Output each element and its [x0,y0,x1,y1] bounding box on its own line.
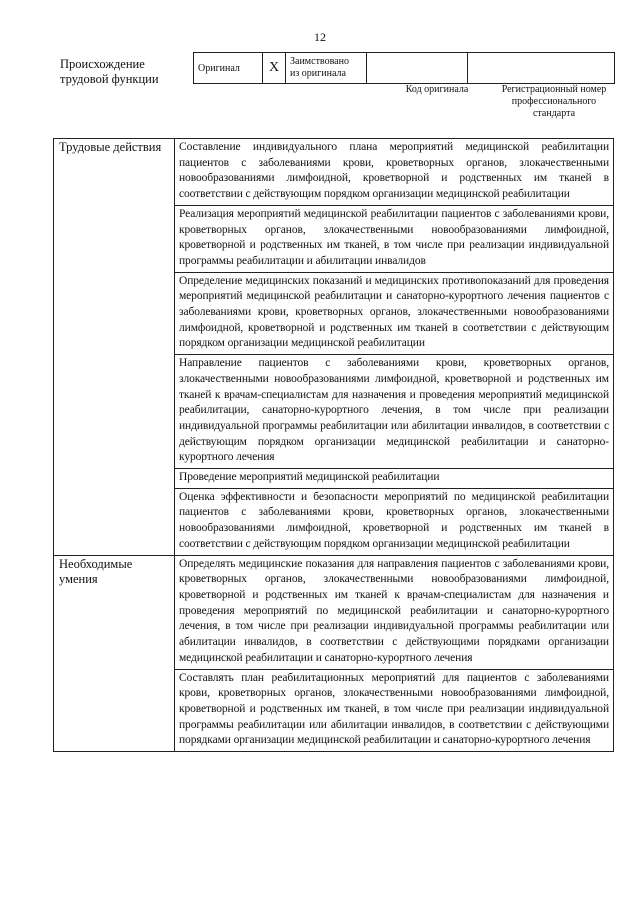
reg-caption-line2: профессионального [511,96,597,107]
labor-action-item: Составление индивидуального плана мероприятий медицинской реабилитации пациентов с заболеваниями крови, кроветворных органов, злокачественными новообразованиями лимфоидной, кроветворной и родственных им тканей в соответствии с действующим порядком организации медицинской реабилитации [175,139,614,206]
code-original-caption: Код оригинала [405,84,469,95]
page-number: 12 [314,30,326,44]
reg-caption-line1: Регистрационный номер [501,84,607,95]
original-cell: Оригинал [194,53,263,84]
borrowed-line2: из оригинала [290,68,346,79]
required-skills-label-line2: умения [59,571,98,586]
borrowed-cell [286,53,367,84]
origin-table [193,52,615,84]
labor-action-item: Направление пациентов с заболеваниями крови, кроветворных органов, злокачественными новообразованиями лимфоидной, кроветворной и родственных им тканей к врачам-специалистам для назначения и проведения мероприятий медицинской реабилитации, санаторно-курортного лечения, в том числе при реализации индивидуальной программы реабилитации или абилитации инвалидов, в соответствии с действующим порядком организации медицинской реабилитации и санаторно-курортного лечения [175,355,614,469]
required-skill-item: Составлять план реабилитационных мероприятий для пациентов с заболеваниями крови, кроветворных органов, злокачественными новообразованиями лимфоидной, кроветворной и родственных им тканей, в том числе при реализации индивидуальной программы реабилитации или абилитации инвалидов, в соответствии с действующими порядками организации медицинской реабилитации и санаторно-курортного лечения [175,669,614,752]
origin-label-line2: трудовой функции [60,72,159,86]
borrowed-line1: Заимствовано [290,56,349,67]
code-original-cell [367,53,468,84]
required-skills-label-line1: Необходимые [59,556,133,571]
function-table [53,138,614,752]
required-skill-item: Определять медицинские показания для направления пациентов с заболеваниями крови, кроветворных органов, злокачественными новообразованиями лимфоидной, кроветворной и родственных им тканей к врачам-специалистам для назначения и проведения мероприятий по медицинской реабилитации и санаторно-курортного лечения, в том числе при реализации индивидуальной программы реабилитации или абилитации инвалидов, в соответствии с действующими порядками организации медицинской реабилитации и санаторно-курортного лечения [175,555,614,669]
labor-action-item: Реализация мероприятий медицинской реабилитации пациентов с заболеваниями крови, кроветворных органов, злокачественными новообразованиями лимфоидной, кроветворной и родственных им тканей, в том числе при реализации индивидуальной программы реабилитации и абилитации инвалидов [175,205,614,272]
original-mark: X [263,53,286,84]
origin-label [60,57,159,87]
registration-number-caption [487,84,621,120]
labor-action-item: Определение медицинских показаний и медицинских противопоказаний для проведения мероприятий медицинской реабилитации и санаторно-курортного лечения пациентов с заболеваниями крови, кроветворных органов, злокачественными новообразованиями лимфоидной, кроветворной и родственных им тканей в соответствии с действующим порядком организации медицинской реабилитации [175,272,614,355]
required-skills-label [54,555,175,751]
origin-label-line1: Происхождение [60,57,145,71]
labor-action-item: Проведение мероприятий медицинской реабилитации [175,469,614,489]
registration-number-cell [468,53,615,84]
labor-action-item: Оценка эффективности и безопасности мероприятий по медицинской реабилитации пациентов с заболеваниями крови, кроветворных органов, злокачественными новообразованиями лимфоидной, кроветворной и родственных им тканей в соответствии с действующим порядком организации медицинской реабилитации [175,488,614,555]
labor-actions-label: Трудовые действия [54,139,175,556]
reg-caption-line3: стандарта [532,108,576,119]
